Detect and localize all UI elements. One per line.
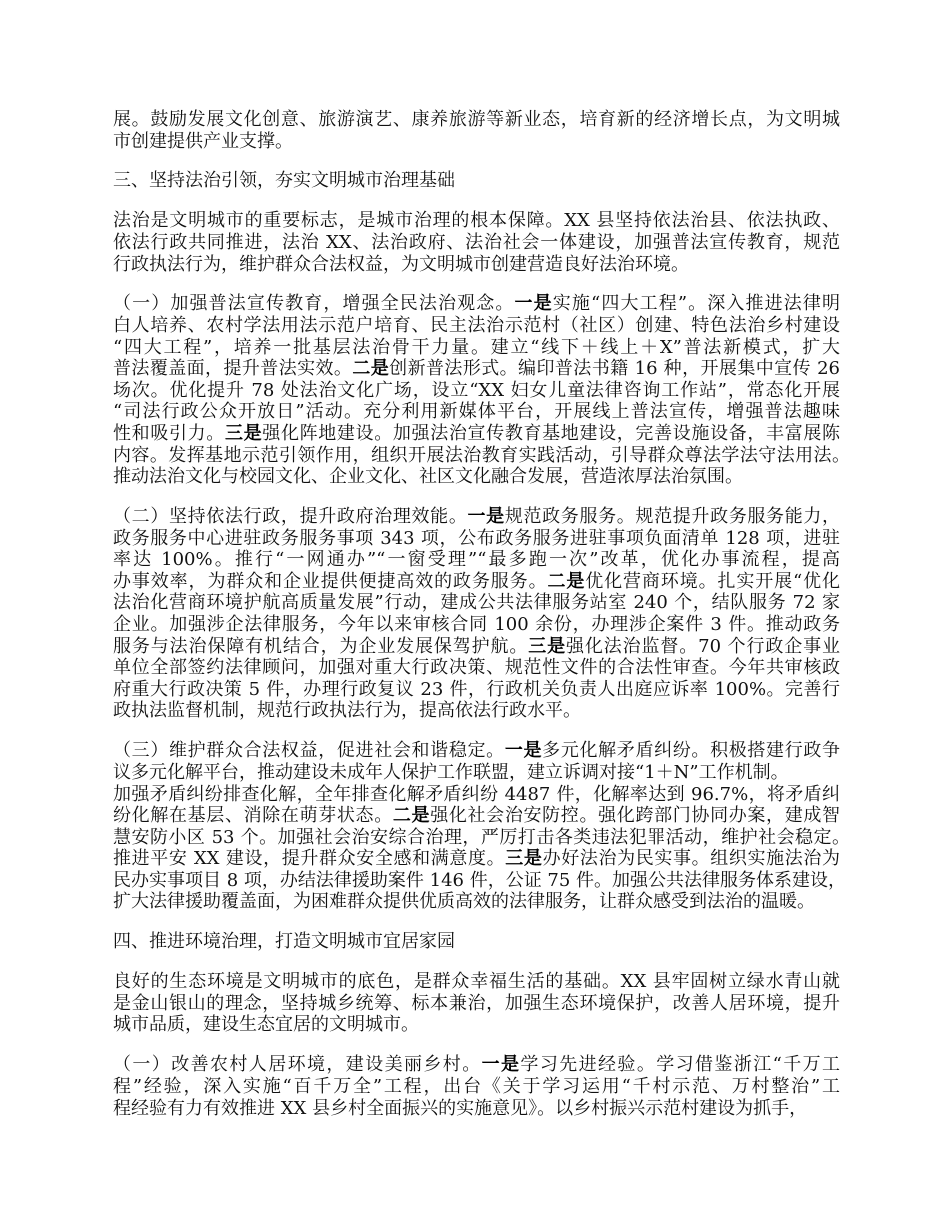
text-segment: 办好法治为民实事。组织实施法治为 bbox=[542, 848, 841, 870]
bold-keyword: 三是 bbox=[505, 848, 543, 870]
bold-keyword: 三是 bbox=[224, 423, 263, 445]
text-line bbox=[113, 401, 840, 423]
text-segment: 慧安防小区 53 个。加强社会治安综合治理，严厉打击各类违法犯罪活动，维护社会稳定。 bbox=[113, 826, 850, 848]
text-segment: 依法行政共同推进，法治 XX、法治政府、法治社会一体建设，加强普法宣传教育，规范 bbox=[113, 231, 840, 253]
text-segment: 程”经验，深入实施“百千万全”工程，出台《关于学习运用“千村示范、万村整治”工 bbox=[113, 1075, 840, 1097]
text-segment: 白人培养、农村学法用法示范户培育、民主法治示范村（社区）创建、特色法治乡村建设 bbox=[113, 315, 840, 337]
text-line bbox=[113, 1098, 840, 1120]
document-page bbox=[113, 109, 850, 1137]
text-segment: “四大工程”，培养一批基层法治骨干力量。建立“线下＋线上＋X”普法新模式，扩大 bbox=[113, 336, 840, 358]
text-segment: 多元化解矛盾纠纷。积极搭建行政争 bbox=[542, 740, 841, 762]
text-segment: 优化营商环境。扎实开展“优化 bbox=[585, 570, 841, 592]
bold-keyword: 二是 bbox=[392, 805, 431, 827]
text-segment: 强化社会治安防控。强化跨部门协同办案，建成智 bbox=[430, 805, 841, 827]
text-segment: （一）改善农村人居环境，建设美丽乡村。 bbox=[113, 1054, 482, 1076]
text-segment: 内容。发挥基地示范引领作用，组织开展法治教育实践活动，引导群众尊法学法守法用法。 bbox=[113, 444, 850, 466]
text-segment: 民办实事项目 8 项，办结法律援助案件 146 件，公证 75 件。加强公共法律服务体系建设， bbox=[113, 869, 847, 891]
bold-keyword: 三是 bbox=[528, 635, 566, 657]
paragraph bbox=[113, 293, 850, 488]
bold-keyword: 二是 bbox=[547, 570, 586, 592]
text-line bbox=[113, 891, 840, 913]
text-segment: 政务服务中心进驻政务服务事项 343 项，公布政务服务进驻事项负面清单 128 项，进驻 bbox=[113, 527, 840, 549]
text-line bbox=[113, 337, 840, 359]
text-line bbox=[113, 315, 840, 337]
text-segment: 加强矛盾纠纷排查化解，全年排查化解矛盾纠纷 4487 件，化解率达到 96.7%，将矛盾纠 bbox=[113, 783, 840, 805]
text-segment: 市创建提供产业支撑。 bbox=[113, 130, 293, 152]
text-line bbox=[113, 740, 840, 762]
text-segment: 推动法治文化与校园文化、企业文化、社区文化融合发展，营造浓厚法治氛围。 bbox=[113, 466, 743, 488]
text-segment: 企业。加强涉企法律服务，今年以来审核合同 100 余份，办理涉企案件 3 件。推动政务 bbox=[113, 614, 840, 636]
text-segment: 四、推进环境治理，打造文明城市宜居家园 bbox=[113, 931, 455, 953]
text-line bbox=[113, 592, 840, 614]
text-segment: 强化阵地建设。加强法治宣传教育基地建设，完善设施设备，丰富展陈 bbox=[262, 423, 841, 445]
paragraph bbox=[113, 506, 840, 722]
text-segment: 政执法监督机制，规范行政执法行为，提高依法行政水平。 bbox=[113, 700, 581, 722]
text-segment: 规范政务服务。规范提升政务服务能力， bbox=[504, 506, 841, 528]
text-line bbox=[113, 614, 840, 636]
text-line bbox=[113, 805, 840, 827]
text-line bbox=[113, 1054, 840, 1076]
bold-keyword: 一是 bbox=[514, 293, 553, 315]
text-segment: 率达 100%。推行“一网通办”“一窗受理”“最多跑一次”改革，优化办事流程，提高 bbox=[113, 549, 840, 571]
text-segment: （一）加强普法宣传教育，增强全民法治观念。 bbox=[113, 293, 515, 315]
text-line bbox=[113, 423, 840, 445]
text-segment: 创新普法形式。编印普法书籍 16 种，开展集中宣传 26 bbox=[389, 358, 840, 380]
text-segment: 强化法治监督。70 个行政企事业 bbox=[566, 635, 840, 657]
text-line bbox=[113, 869, 847, 892]
text-segment: 实施“四大工程”。深入推进法律明 bbox=[552, 293, 841, 315]
text-segment: 程经验有力有效推进 XX 县乡村全面振兴的实施意见》。以乡村振兴示范村建设为抓手， bbox=[113, 1097, 808, 1119]
text-line bbox=[113, 293, 840, 315]
text-line bbox=[113, 445, 850, 467]
text-segment: 办事效率，为群众和企业提供便捷高效的政务服务。 bbox=[113, 570, 548, 592]
text-segment: “司法行政公众开放日”活动。充分利用新媒体平台，开展线上普法宣传，增强普法趣味 bbox=[113, 401, 840, 423]
section-heading bbox=[113, 931, 840, 953]
text-segment: 普法覆盖面，提升普法实效。 bbox=[113, 358, 353, 380]
text-line bbox=[113, 466, 840, 488]
text-segment: 学习先进经验。学习借鉴浙江“千万工 bbox=[520, 1054, 841, 1076]
text-line bbox=[113, 848, 840, 870]
paragraph bbox=[113, 971, 840, 1036]
text-line bbox=[113, 679, 840, 701]
text-line bbox=[113, 232, 840, 254]
text-line bbox=[113, 827, 850, 849]
text-line bbox=[113, 210, 840, 232]
text-line bbox=[113, 931, 840, 953]
bold-keyword: 一是 bbox=[481, 1054, 521, 1076]
text-line bbox=[113, 506, 840, 528]
paragraph bbox=[113, 109, 840, 152]
text-line bbox=[113, 700, 840, 722]
text-line bbox=[113, 358, 840, 380]
text-segment: （二）坚持依法行政，提升政府治理效能。 bbox=[113, 506, 468, 528]
text-segment: 性和吸引力。 bbox=[113, 423, 225, 445]
text-line bbox=[113, 380, 840, 402]
text-line bbox=[113, 762, 840, 784]
text-line bbox=[113, 131, 840, 153]
text-segment: 单位全部签约法律顾问，加强对重大行政决策、规范性文件的合法性审查。今年共审核政 bbox=[113, 657, 840, 679]
bold-keyword: 一是 bbox=[467, 506, 505, 528]
paragraph bbox=[113, 740, 850, 913]
text-segment: 推进平安 XX 建设，提升群众安全感和满意度。 bbox=[113, 848, 506, 870]
text-line bbox=[113, 1014, 840, 1036]
text-line bbox=[113, 170, 840, 192]
text-segment: 城市品质，建设生态宜居的文明城市。 bbox=[113, 1014, 419, 1036]
text-segment: 议多元化解平台，推动建设未成年人保护工作联盟，建立诉调对接“1＋N”工作机制。 bbox=[113, 761, 789, 783]
bold-keyword: 一是 bbox=[504, 740, 543, 762]
section-heading bbox=[113, 170, 840, 192]
text-line bbox=[113, 109, 840, 131]
text-segment: 纷化解在基层、消除在萌芽状态。 bbox=[113, 805, 393, 827]
text-segment: 扩大法律援助覆盖面，为困难群众提供优质高效的法律服务，让群众感受到法治的温暖。 bbox=[113, 891, 815, 913]
text-line bbox=[113, 1076, 840, 1098]
text-line bbox=[113, 784, 840, 806]
text-line bbox=[113, 528, 840, 550]
text-line bbox=[113, 971, 840, 993]
text-segment: 府重大行政决策 5 件，办理行政复议 23 件，行政机关负责人出庭应诉率 100%。完善行 bbox=[113, 678, 840, 700]
text-segment: 服务与法治保障有机结合，为企业发展保驾护航。 bbox=[113, 635, 529, 657]
paragraph bbox=[113, 210, 840, 275]
text-segment: 三、坚持法治引领，夯实文明城市治理基础 bbox=[113, 170, 455, 192]
text-segment: 是金山银山的理念，坚持城乡统筹、标本兼治，加强生态环境保护，改善人居环境，提升 bbox=[113, 992, 840, 1014]
text-segment: 良好的生态环境是文明城市的底色，是群众幸福生活的基础。XX 县牢固树立绿水青山就 bbox=[113, 971, 840, 993]
text-segment: （三）维护群众合法权益，促进社会和谐稳定。 bbox=[113, 740, 505, 762]
bold-keyword: 二是 bbox=[352, 358, 390, 380]
text-line bbox=[113, 571, 840, 593]
text-line bbox=[113, 636, 840, 658]
text-line bbox=[113, 657, 840, 679]
text-line bbox=[113, 254, 840, 276]
paragraph bbox=[113, 1054, 840, 1119]
text-segment: 场次。优化提升 78 处法治文化广场，设立“XX 妇女儿童法律咨询工作站”，常态化开展 bbox=[113, 379, 840, 401]
text-segment: 展。鼓励发展文化创意、旅游演艺、康养旅游等新业态，培育新的经济增长点，为文明城 bbox=[113, 109, 840, 130]
text-segment: 法治是文明城市的重要标志，是城市治理的根本保障。XX 县坚持依法治县、依法执政、 bbox=[113, 210, 840, 232]
text-line bbox=[113, 549, 840, 571]
text-segment: 行政执法行为，维护群众合法权益，为文明城市创建营造良好法治环境。 bbox=[113, 253, 689, 275]
text-segment: 法治化营商环境护航高质量发展”行动，建成公共法律服务站室 240 个，结队服务 72 家 bbox=[113, 592, 840, 614]
text-line bbox=[113, 993, 840, 1015]
